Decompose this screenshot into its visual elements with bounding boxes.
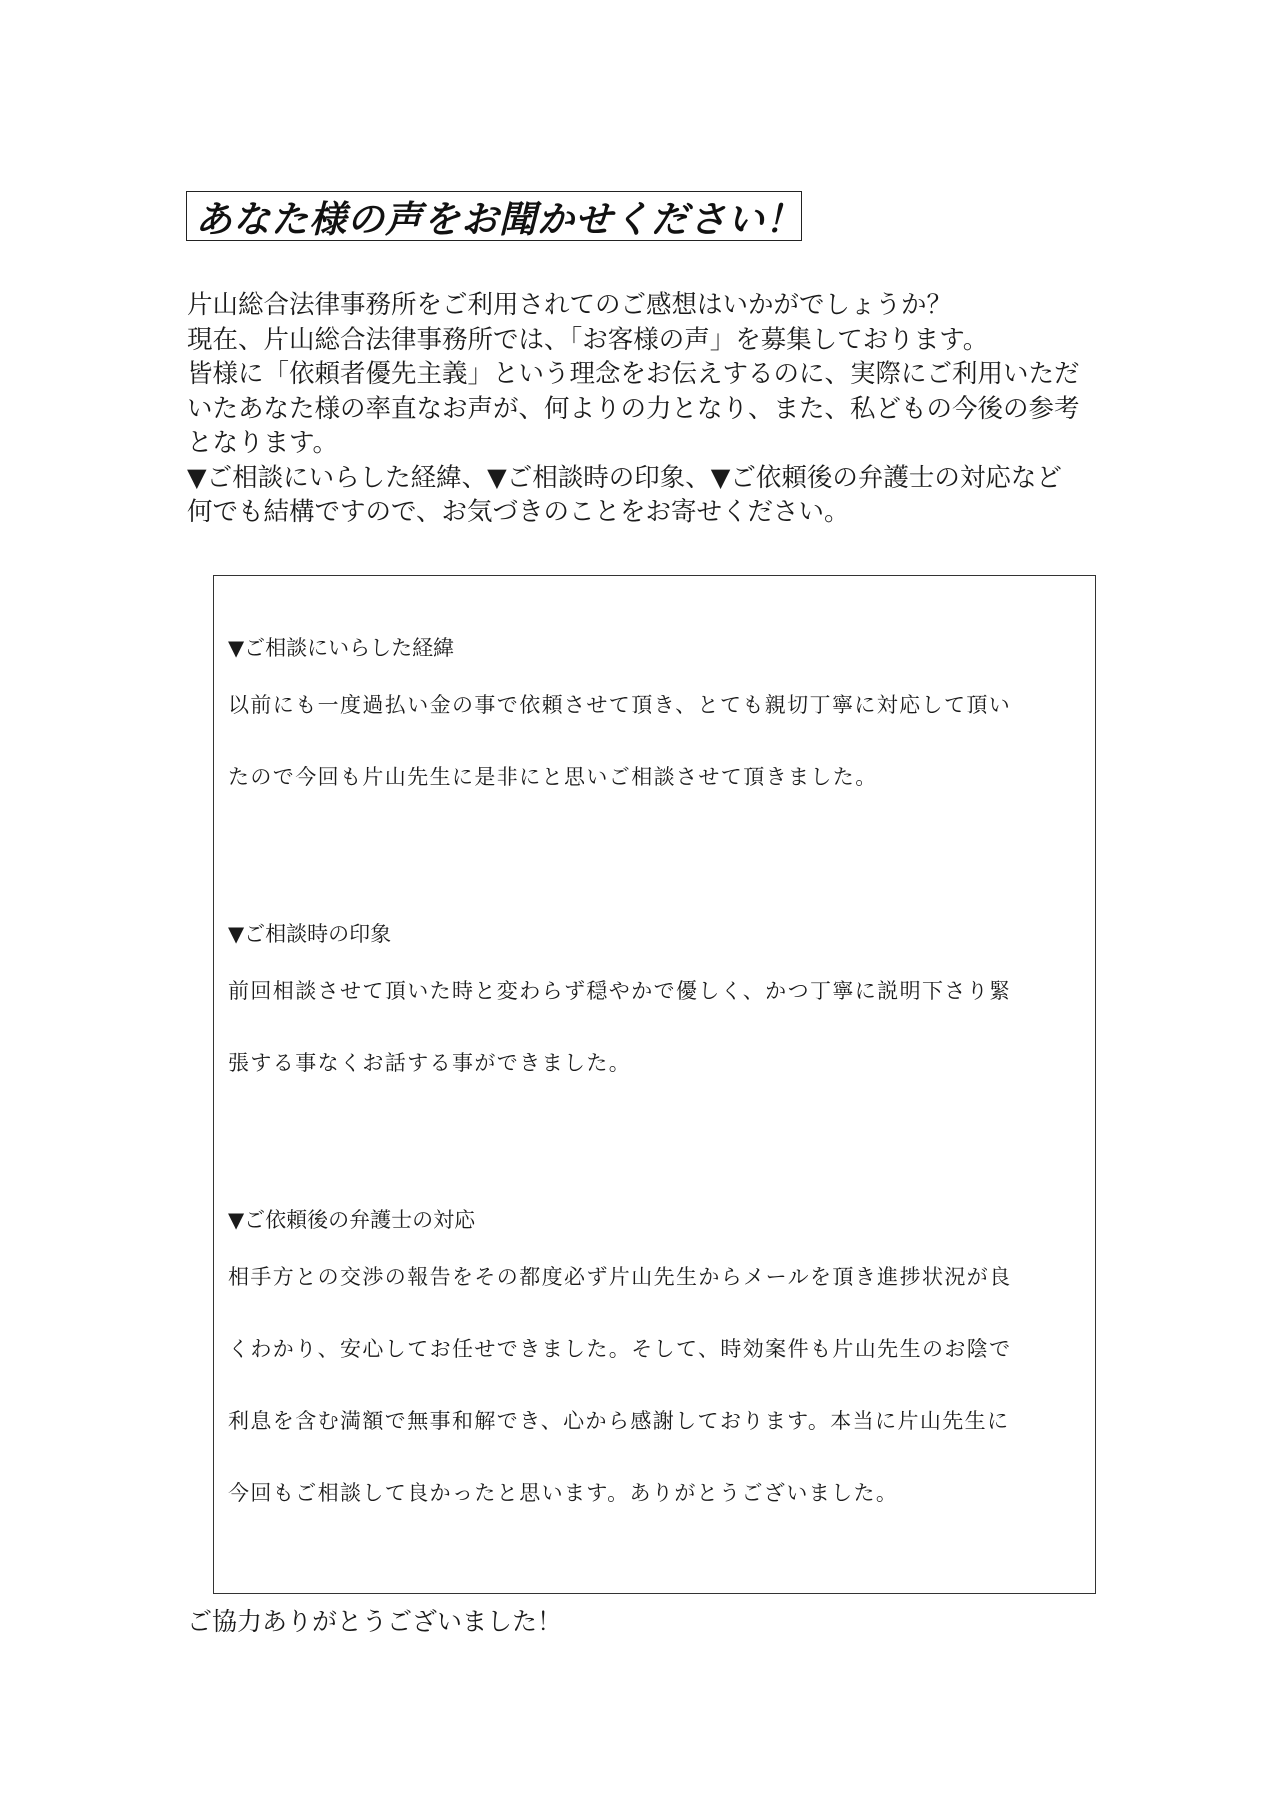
section-line: 今回もご相談して良かったと思います。ありがとうございました。 [228, 1481, 899, 1505]
section-line: 利息を含む満額で無事和解でき、心から感謝しております。本当に片山先生に [228, 1409, 1010, 1433]
section-line: 相手方との交渉の報告をその都度必ず片山先生からメールを頂き進捗状況が良 [228, 1265, 1012, 1289]
section-heading: ▼ご依頼後の弁護士の対応 [228, 1208, 476, 1232]
section-line: 前回相談させて頂いた時と変わらず穏やかで優しく、かつ丁寧に説明下さり緊 [228, 979, 1012, 1003]
section-line: たので今回も片山先生に是非にと思いご相談させて頂きました。 [228, 765, 878, 789]
section-line: 以前にも一度過払い金の事で依頼させて頂き、とても親切丁寧に対応して頂い [228, 693, 1012, 717]
page-title: あなた様の声をお聞かせください！ [195, 198, 803, 241]
intro-line: 皆様に「依頼者優先主義」という理念をお伝えするのに、実際にご利用いただ [187, 359, 1080, 389]
intro-line: となります。 [187, 428, 338, 458]
intro-line: 何でも結構ですので、お気づきのことをお寄せください。 [187, 497, 850, 527]
intro-line: ▼ご相談にいらした経緯、▼ご相談時の印象、▼ご依頼後の弁護士の対応など [187, 462, 1062, 493]
section-line: 張する事なくお話する事ができました。 [228, 1051, 632, 1075]
customer-voice-box [213, 575, 1096, 1594]
section-body [228, 669, 1088, 813]
section-body [228, 1241, 1088, 1529]
title-box [186, 191, 802, 241]
section-consultation-background [228, 633, 1088, 813]
section-heading: ▼ご相談にいらした経緯 [228, 636, 455, 660]
intro-text [187, 288, 1107, 530]
section-lawyer-response [228, 1205, 1088, 1529]
section-consultation-impression [228, 919, 1088, 1099]
intro-line: 現在、片山総合法律事務所では、「お客様の声」を募集しております。 [187, 324, 989, 355]
section-heading: ▼ご相談時の印象 [228, 922, 392, 946]
intro-line: 片山総合法律事務所をご利用されてのご感想はいかがでしょうか？ [187, 290, 953, 320]
section-line: くわかり、安心してお任せできました。そして、時効案件も片山先生のお陰で [228, 1337, 1012, 1361]
section-body [228, 955, 1088, 1099]
intro-line: いたあなた様の率直なお声が、何よりの力となり、また、私どもの今後の参考 [187, 393, 1080, 424]
closing-message: ご協力ありがとうございました！ [187, 1607, 563, 1636]
